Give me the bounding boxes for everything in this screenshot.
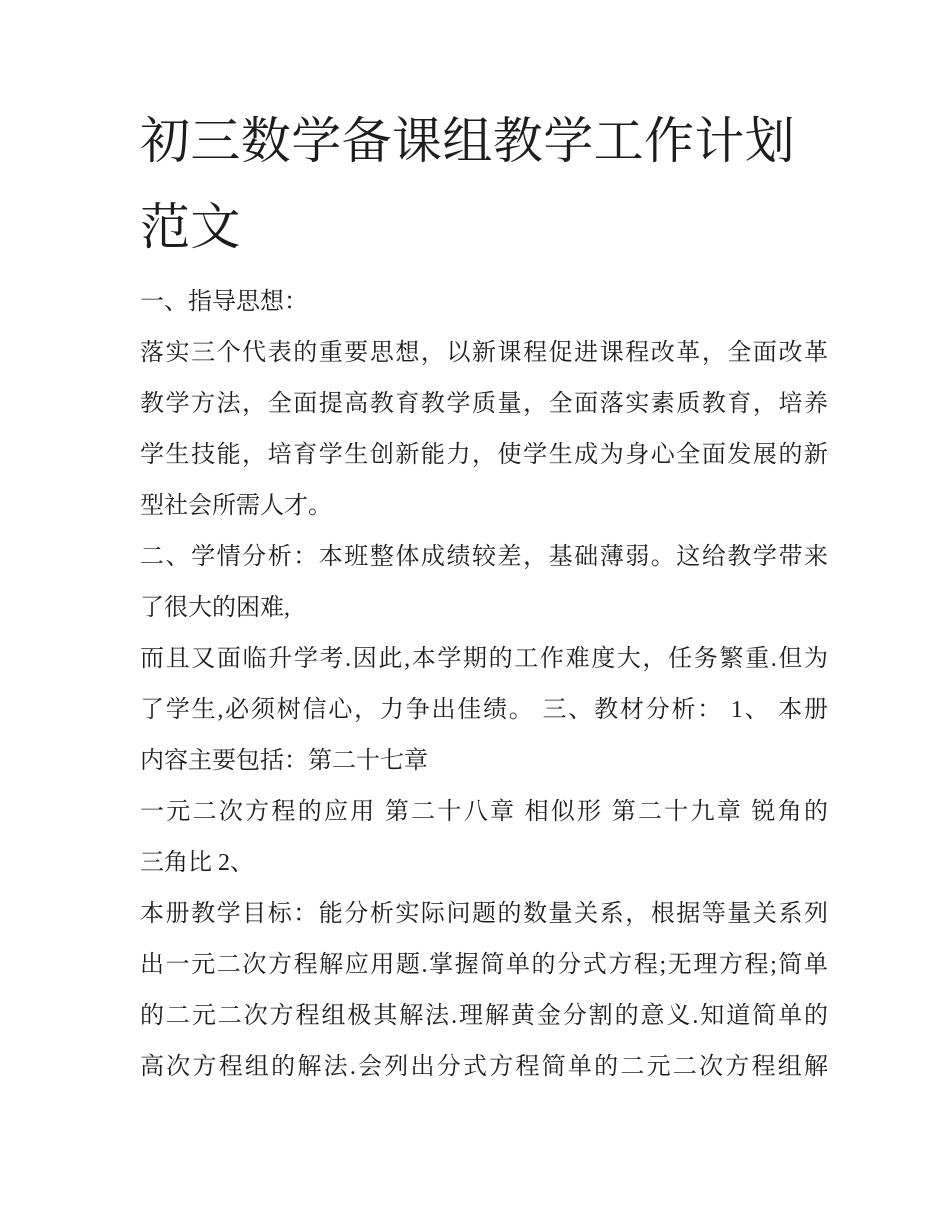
body-line: 一元二次方程的应用 第二十八章 相似形 第二十九章 锐角的 — [140, 799, 828, 825]
body-line: 一、指导思想： — [140, 289, 308, 315]
body-line: 本册教学目标：能分析实际问题的数量关系，根据等量关系列 — [140, 901, 828, 927]
body-line: 内容主要包括：第二十七章 — [140, 748, 428, 774]
title-line: 初三数学备课组教学工作计划 — [140, 113, 796, 169]
title-line: 范文 — [140, 199, 241, 255]
body-line: 了很大的困难, — [140, 595, 290, 621]
document-content — [140, 98, 828, 1093]
body-line: 型社会所需人才。 — [140, 493, 332, 519]
body-line: 高次方程组的解法.会列出分式方程简单的二元二次方程组解 — [140, 1054, 828, 1080]
body-line: 教学方法，全面提高教育教学质量，全面落实素质教育，培养 — [140, 391, 828, 417]
body-line: 的二元二次方程组极其解法.理解黄金分割的意义.知道简单的 — [140, 1003, 828, 1029]
body-line: 二、学情分析：本班整体成绩较差，基础薄弱。这给教学带来 — [140, 544, 828, 570]
body-line: 三角比 2、 — [140, 850, 254, 876]
body-line: 出一元二次方程解应用题.掌握简单的分式方程;无理方程;简单 — [140, 952, 828, 978]
body-line: 学生技能，培育学生创新能力，使学生成为身心全面发展的新 — [140, 442, 828, 468]
body-line: 了学生,必须树信心，力争出佳绩。 三、教材分析： 1、 本册 — [140, 697, 828, 723]
body-line: 而且又面临升学考.因此,本学期的工作难度大，任务繁重.但为 — [140, 646, 828, 672]
document-title — [140, 98, 828, 270]
body-line: 落实三个代表的重要思想，以新课程促进课程改革，全面改革 — [140, 340, 828, 366]
document-body — [140, 277, 828, 1093]
